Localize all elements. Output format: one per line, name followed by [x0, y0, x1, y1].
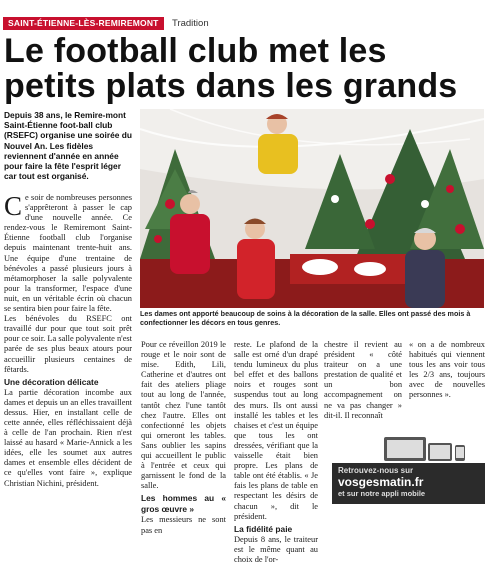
paragraph: Les messieurs ne sont pas en — [141, 515, 226, 535]
article-column-1 — [4, 193, 132, 489]
rubric-label: Tradition — [172, 18, 209, 29]
laptop-tablet-phone-icon — [324, 433, 485, 463]
paragraph: reste. Le plafond de la salle est orné d'un drapé tendu lumineux du plus bel effet et des ballons noirs et rouges sont suspendus tout au long des murs. Ils ont aussi installé les tables et les chaises et c'est un équipe que tous les ont dressées, vérifiant que la vaisselle était bien propre. Les plans de table ont été établis. « Je fais les plans de table en respectant les désirs de chacun », dit le président. — [234, 340, 318, 521]
paragraph: chestre il revient au président « côté traiteur on a une prestation de qualité et un bon accompagnement on ne va pas changer » dit-il. Il reconnaît — [324, 340, 402, 420]
section-header — [0, 0, 485, 30]
promo-site-link[interactable]: vosgesmatin.fr — [338, 475, 424, 489]
subheading: La fidélité paie — [234, 523, 293, 534]
article-lead: Depuis 38 ans, le Remire-mont Saint-Étienne foot-ball club (RSEFC) organise une soirée du Nouvel An. Les fidèles reviennent d'année en année pour faire la fête l'esprit léger car tout est organisé. — [4, 110, 132, 182]
paragraph — [4, 193, 132, 314]
subheading: Les hommes au « gros œuvre » — [141, 493, 226, 515]
drop-cap: C — [4, 191, 23, 221]
promo-banner[interactable] — [332, 463, 485, 504]
promo-line1: Retrouvez-nous sur — [338, 466, 414, 475]
paragraph-text: e soir de nombreuses personnes s'apprêteront à passer le cap d'une nouvelle année. Ce rendez-vous le Remiremont Saint-Étienne football club l'organise depuis maintenant trente-huit ans. Une équipe d'une trentaine de bénévoles a passé plusieurs jours à métamorphoser la salle polyvalente pour la transformer, l'espace d'une nuit, en un véritable écrin où chacun se sentira bien pour faire la fête. — [4, 193, 132, 314]
paragraph: « on a de nombreux habitués qui viennent tous les ans voir tous les 2/3 ans, toujours avec de nouvelles personnes ». — [409, 340, 485, 400]
article-photo — [140, 109, 484, 308]
article-column-4 — [324, 340, 402, 421]
article-column-5 — [409, 340, 485, 401]
photo-caption: Les dames ont apporté beaucoup de soins à la décoration de la salle. Elles ont passé des mois à confectionner les décors en tous genres. — [140, 309, 471, 327]
paragraph: La partie décoration incombe aux dames et depuis un an elles travaillent dessus. Hier, en installant celle de cette année, elles réfléchissaient déjà à celle de l'an prochain. Rien n'est laissé au hasard « Marie-Annick a les idées, elle les soumet aux autres dames et ensemble elles décident de ce qu'elles vont faire », explique Christian Nichini, président. — [4, 387, 132, 488]
location-tag: SAINT-ÉTIENNE-LÈS-REMIREMONT — [3, 17, 164, 30]
article-column-2 — [141, 340, 226, 536]
promo-block[interactable] — [324, 433, 485, 510]
subheading: Une décoration délicate — [4, 376, 99, 387]
photo-illustration — [140, 109, 484, 308]
promo-line2: et sur notre appli mobile — [338, 489, 426, 498]
article-headline: Le football club met les petits plats dans les grands — [4, 32, 458, 105]
paragraph: Pour ce réveillon 2019 le rouge et le noir sont de mise. Edith, Lili, Catherine et d'autres ont fait des ateliers pliage tout au long de l'année, tantôt chez l'une tantôt chez l'autre. Elles ont confectionné les objets qui orneront les tables. Sans oublier les sapins qui accueillent le public à l'entrée et ceux qui garnissent le fond de la salle. — [141, 340, 226, 491]
paragraph: Les bénévoles du RSEFC ont travaillé dur pour que tout soit prêt pour ce soir. La salle polyvalente n'est parée de ses plus beaux atours pour accueillir plusieurs centaines de fêtards. — [4, 314, 132, 374]
article-column-3 — [234, 340, 318, 565]
paragraph: Depuis 8 ans, le traiteur est le même quant au choix de l'or- — [234, 534, 318, 564]
